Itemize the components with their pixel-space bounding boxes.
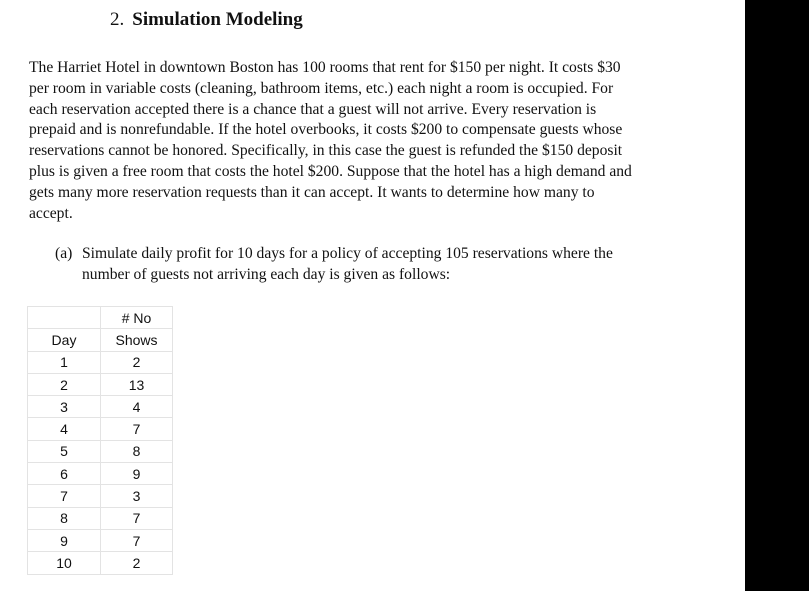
paragraph-line: reservations cannot be honored. Specifically, in this case the guest is refunded the $150 deposit [29,142,623,160]
table-row [28,463,173,485]
no-shows-cell: 8 [101,440,173,462]
no-shows-cell: 2 [101,351,173,373]
day-cell: 1 [28,351,101,373]
part-line: number of guests not arriving each day is given as follows: [82,265,451,283]
table-row [28,396,173,418]
paragraph-line: prepaid and is nonrefundable. If the hotel overbooks, it costs $200 to compensate guests whose [29,121,623,139]
day-cell: 3 [28,396,101,418]
paragraph-line: accept. [29,204,73,222]
right-edge-bar [745,0,809,591]
table-row [28,552,173,574]
no-shows-cell: 13 [101,373,173,395]
paragraph-line: each reservation accepted there is a chance that a guest will not arrive. Every reservation is [29,100,597,118]
no-shows-cell: 2 [101,552,173,574]
table-row [28,440,173,462]
section-heading [110,9,303,31]
day-cell: 7 [28,485,101,507]
table-row [28,507,173,529]
paragraph-line: gets many more reservation requests than it can accept. It wants to determine how many to [29,183,595,201]
day-cell: 10 [28,552,101,574]
section-title: Simulation Modeling [132,9,303,30]
day-cell: 2 [28,373,101,395]
day-cell: 9 [28,529,101,551]
paragraph-line: plus is given a free room that costs the hotel $200. Suppose that the hotel has a high demand and [29,162,632,180]
no-shows-table [27,306,173,575]
part-line: Simulate daily profit for 10 days for a policy of accepting 105 reservations where the [82,245,613,262]
no-shows-cell: 7 [101,507,173,529]
table-row [28,485,173,507]
part-text [82,244,613,286]
header-cell: # No [101,307,173,329]
day-cell: 5 [28,440,101,462]
table-row [28,351,173,373]
table-row [28,418,173,440]
section-number: 2. [110,9,125,30]
no-shows-cell: 7 [101,418,173,440]
header-row-bottom [28,329,173,351]
no-shows-cell: 7 [101,529,173,551]
no-shows-cell: 4 [101,396,173,418]
header-cell [28,307,101,329]
table-row [28,529,173,551]
problem-paragraph [29,58,734,224]
table-row [28,373,173,395]
no-shows-cell: 3 [101,485,173,507]
header-cell: Shows [101,329,173,351]
part-marker: (a) [55,245,73,262]
header-row-top [28,307,173,329]
paragraph-line: The Harriet Hotel in downtown Boston has 100 rooms that rent for $150 per night. It costs $30 [29,59,621,76]
header-cell: Day [28,329,101,351]
day-cell: 4 [28,418,101,440]
paragraph-line: per room in variable costs (cleaning, bathroom items, etc.) each night a room is occupied. For [29,79,614,97]
day-cell: 6 [28,463,101,485]
day-cell: 8 [28,507,101,529]
no-shows-cell: 9 [101,463,173,485]
